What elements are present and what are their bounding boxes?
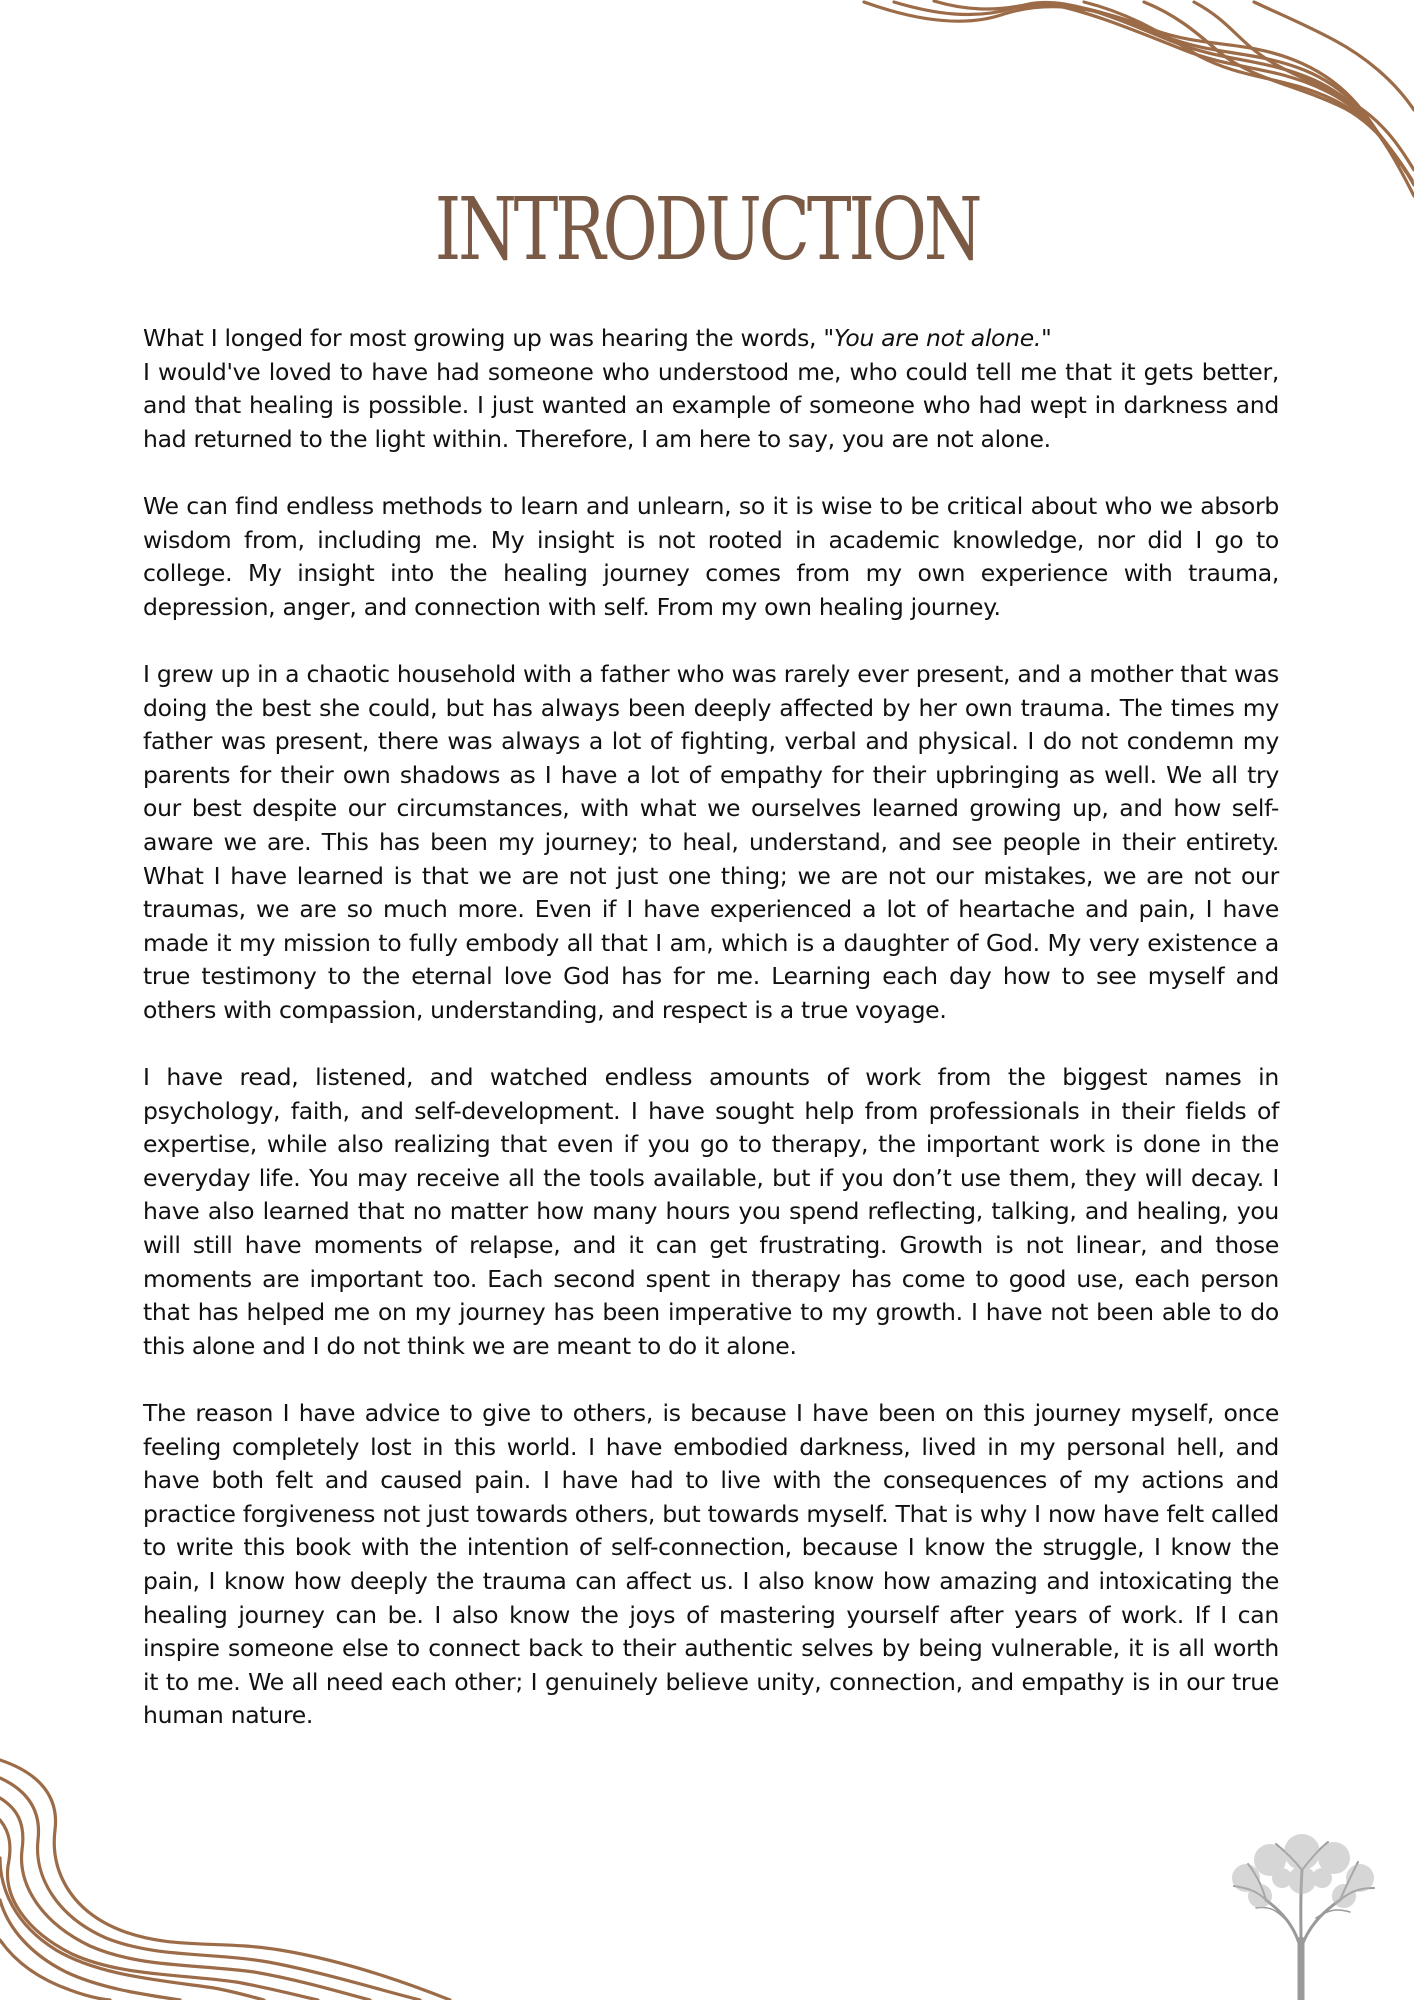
tree-illustration xyxy=(1216,1830,1386,2000)
paragraph: The reason I have advice to give to others, is because I have been on this journey myself, once feeling completely lost in this world. I have embodied darkness, lived in my personal hell, and have both felt and caused pain. I have had to live with the consequences of my actions and practice forgiveness not just towards others, but towards myself. That is why I now have felt called to write this book with the intention of self-connection, because I know the struggle, I know the pain, I know how deeply the trauma can affect us. I also know how amazing and intoxicating the healing journey can be. I also know the joys of mastering yourself after years of work. If I can inspire someone else to connect back to their authentic selves by being vulnerable, it is all worth it to me. We all need each other; I genuinely believe unity, connection, and empathy is in our true human nature. xyxy=(143,1399,1279,1730)
opening-text: What I longed for most growing up was hearing the words, xyxy=(143,324,824,352)
paragraph xyxy=(143,322,1279,456)
quote-text: "You are not alone." xyxy=(823,324,1052,352)
paragraph: We can find endless methods to learn and unlearn, so it is wise to be critical about who we absorb wisdom from, including me. My insight is not rooted in academic knowledge, nor did I go to college. My insight into the healing journey comes from my own experience with trauma, depression, anger, and connection with self. From my own healing journey. xyxy=(143,491,1279,621)
opening-line xyxy=(143,322,1279,356)
paragraph-text: I would've loved to have had someone who understood me, who could tell me that it gets better, and that healing is possible. I just wanted an example of someone who had wept in darkness and had returned to the light within. Therefore, I am here to say, you are not alone. xyxy=(143,357,1279,453)
wavy-lines-decoration-bottom xyxy=(0,1750,560,2000)
page-title: INTRODUCTION xyxy=(434,180,980,280)
body-text xyxy=(143,322,1279,1733)
paragraph: I have read, listened, and watched endless amounts of work from the biggest names in psychology, faith, and self-development. I have sought help from professionals in their fields of expertise, while also realizing that even if you go to therapy, the important work is done in the everyday life. You may receive all the tools available, but if you don’t use them, they will decay. I have also learned that no matter how many hours you spend reflecting, talking, and healing, you will still have moments of relapse, and it can get frustrating. Growth is not linear, and those moments are important too. Each second spent in therapy has come to good use, each person that has helped me on my journey has been imperative to my growth. I have not been able to do this alone and I do not think we are meant to do it alone. xyxy=(143,1063,1279,1360)
paragraph: I grew up in a chaotic household with a father who was rarely ever present, and a mother that was doing the best she could, but has always been deeply affected by her own trauma. The times my father was present, there was always a lot of fighting, verbal and physical. I do not condemn my parents for their own shadows as I have a lot of empathy for their upbringing as well. We all try our best despite our circumstances, with what we ourselves learned growing up, and how self-aware we are. This has been my journey; to heal, understand, and see people in their entirety. What I have learned is that we are not just one thing; we are not our mistakes, we are not our traumas, we are so much more. Even if I have experienced a lot of heartache and pain, I have made it my mission to fully embody all that I am, which is a daughter of God. My very existence a true testimony to the eternal love God has for me. Learning each day how to see myself and others with compassion, understanding, and respect is a true voyage. xyxy=(143,659,1279,1024)
